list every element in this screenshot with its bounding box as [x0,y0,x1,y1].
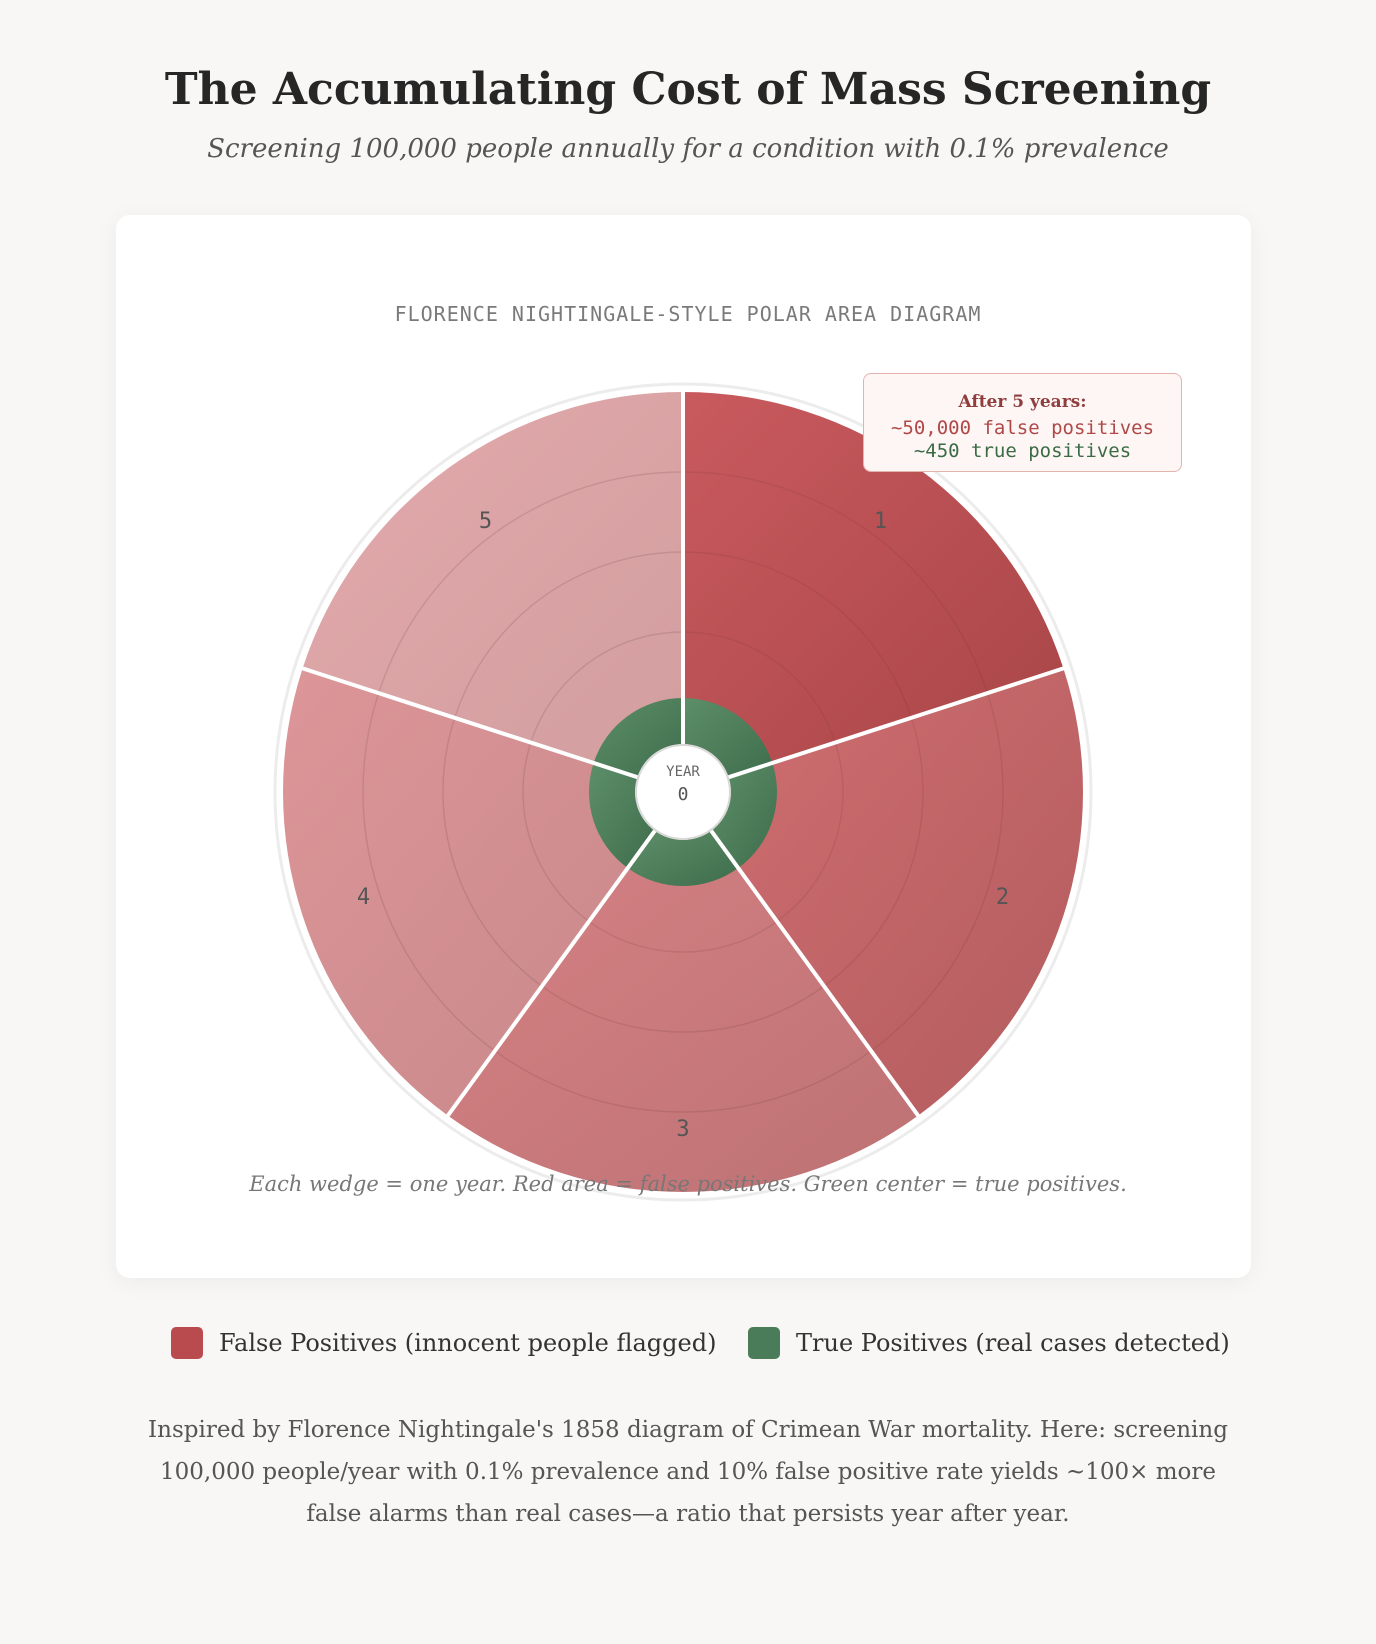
year-label-1: 1 [873,509,888,535]
footnote: Inspired by Florence Nightingale's 1858 diagram of Crimean War mortality. Here: screening 100,000 people/year with 0.1% prevalence and 10% false positive rate yields ~100× more false alarms than real cases—a ratio that persists year after year. [148,1417,1228,1527]
summary-callout [863,373,1182,472]
legend-label-true-positives: True Positives (real cases detected) [796,1329,1230,1357]
year-label-2: 2 [995,884,1010,910]
year-label-3: 3 [676,1117,690,1142]
chart-title: FLORENCE NIGHTINGALE-STYLE POLAR AREA DIAGRAM [394,302,982,326]
callout-false-positives: ~50,000 false positives [890,417,1155,439]
callout-title: After 5 years: [958,392,1087,412]
center-year-label: YEAR [666,764,700,780]
year-label-4: 4 [356,884,371,910]
callout-true-positives: ~450 true positives [913,440,1132,462]
legend-item-false-positives [171,1326,716,1360]
chart-caption: Each wedge = one year. Red area = false positives. Green center = true positives. [249,1172,1127,1196]
year-label-5: 5 [478,509,493,535]
legend-item-true-positives [748,1326,1230,1360]
center-year-value: 0 [677,784,689,805]
page-title: The Accumulating Cost of Mass Screening [164,64,1212,115]
legend-swatch-false-positives [171,1327,203,1359]
page-subtitle: Screening 100,000 people annually for a condition with 0.1% prevalence [207,134,1169,164]
legend-swatch-true-positives [748,1327,780,1359]
legend-label-false-positives: False Positives (innocent people flagged) [219,1329,717,1357]
